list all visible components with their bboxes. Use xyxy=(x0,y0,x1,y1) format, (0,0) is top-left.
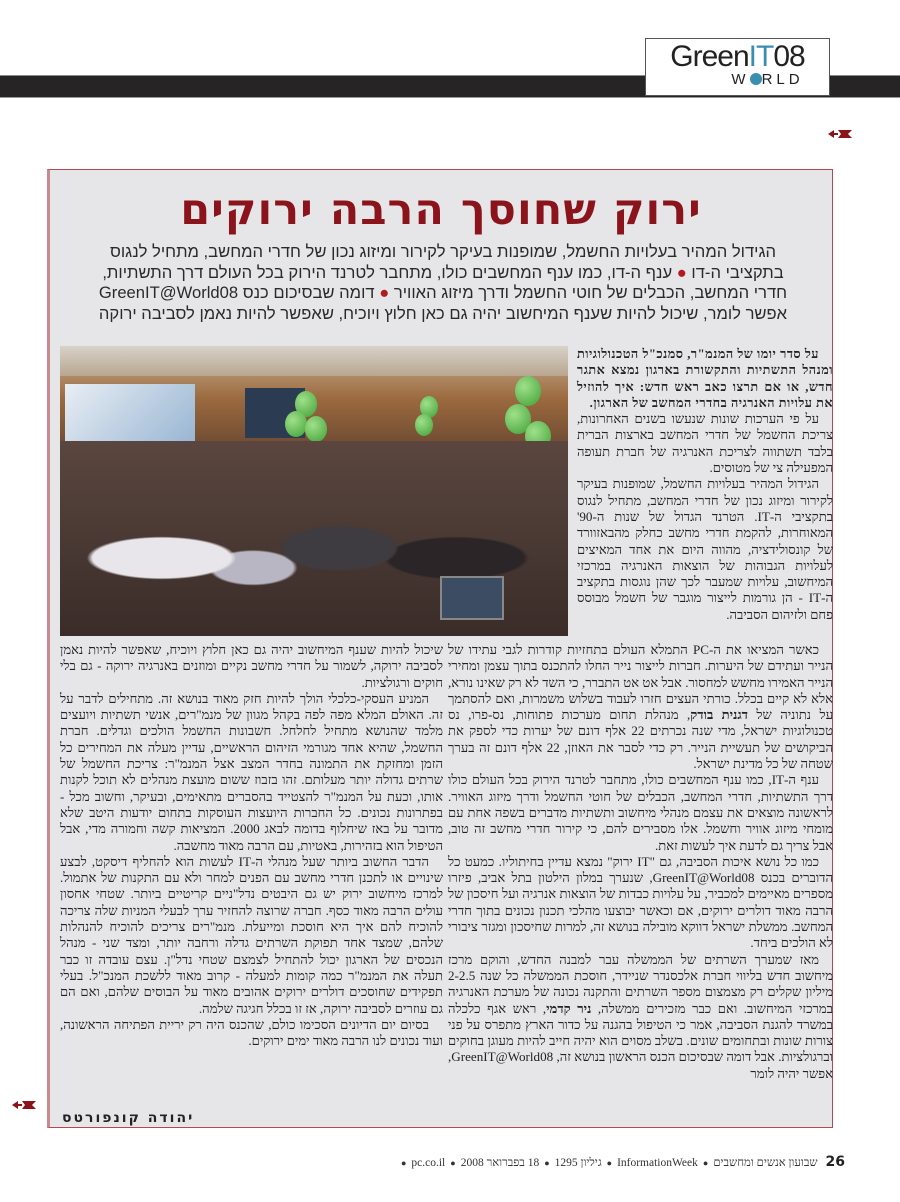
logo-text-green: Green xyxy=(670,40,749,73)
page-number: 26 xyxy=(825,1154,845,1170)
article-subtitle xyxy=(58,242,828,324)
article-column-left xyxy=(60,642,443,1049)
body-paragraph: הגידול המהיר בעלויות החשמל, שמופנות בעיקר לקירור ומיזוג נכון של חדרי המחשב, מתחיל לנגוס בתקציבי ה-IT. הטרנד הגדול של שנות ה-90' המאוחרות, להקמת חדרי מחשב כחלק מהבאזוורד של קונסולידציה, מהווה היום את אחד המאיצים לעלויות הגבוהות של הוצאות האנרגיה במרכזי המיחשוב, עלויות שמעבר לכך שהן נוגסות בתקציב ה-IT - הן גורמות לייצור מוגבר של חשמל מבוסס פחם ולזיהום הסביבה. xyxy=(577,476,833,622)
separator-dot: ● xyxy=(606,1158,613,1168)
subtitle-line: הגידול המהיר בעלויות החשמל, שמופנות בעיקר לקירור ומיזוג נכון של חדרי המחשב, מתחיל לנגוס xyxy=(109,242,776,261)
logo-text-w: W xyxy=(731,71,750,88)
body-paragraph: הדבר החשוב ביותר שעל מנהלי ה-IT לעשות הוא להחליף דיסקט, לבצע שינויים או לתכנן חדרי מחשב עם הפנים למחר ולא עם התקנות של אתמול. למרכז מיחשוב ירוק יש גם היבטים נדל"ניים קריטיים ביותר. שטחי אחסון עולים הרבה מאוד כסף. חברה שרוצה להחזיר ערך לבעלי המניות שלה צריכה להוכיח להם איך היא חוסכת ומייעלת. מנמ"רים צריכים להוכיח להנהלות שלהם, שמצד אחד תפוקת השרתים גדלה ורחבה יותר, ומצד שני - מנהל הנכסים של הארגון יכול להתחיל לצמצם שטחי נדל"ן. עצם עובדה זו כבר תעלה את המנמ"ר כמה קומות למעלה - קרוב מאוד ללשכת המנכ"ל. בעלי תפקידים שחוסכים דולרים ירוקים אהובים מאוד על הבוסים שלהם, ואם הם גם עוזרים לסביבה ירוקה, אז זו בכלל חגיגה שלמה. xyxy=(60,853,443,1016)
person-name: ניר קדמי xyxy=(546,1000,592,1016)
person-name: דגנית בודק xyxy=(690,707,748,723)
issue-date: 18 בפברואר 2008 xyxy=(460,1157,540,1169)
body-paragraph: על פי הערכות שונות שנעשו בשנים האחרונות, צריכת החשמל של חדרי המחשב בארצות הברית בלבד תשתווה לצריכת האנרגיה של חברת תעופה המפעילה צי של מטוסים. xyxy=(577,411,833,476)
body-paragraph: בסיום יום הדיונים הסכימו כולם, שהכנס היה רק יריית הפתיחה הראשונה, ועוד נכונים לנו הרבה מאוד ימים ירוקים. xyxy=(60,1016,443,1049)
body-paragraph: מאז שמערך השרתים של הממשלה עבר למבנה החדש, והוקם מרכז מיחשוב חדש בליווי חברת אלכסנדר שניידר, חוסכת הממשלה כל שנה 2-2.5 מיליון שקלים רק מצמצום מספר השרתים והתקנה נכונה של מערכת האנרגיה במרכזי המיחשוב. ואם כבר מזכירים ממשלה, ניר קדמי, ראש אגף כלכלה במשרד להגנת הסביבה, אמר כי הטיפול בהגנה על כדור הארץ מתפרס על פני צורות שונות ובתחומים שונים. בשלב מסוים הוא יהיה חייב להיות מעוגן בחוקים וברגולציות. אבל דומה שבסיכום הכנס הראשון בנושא זה, GreenIT@World08, אפשר יהיה לומר xyxy=(448,951,833,1081)
subtitle-line: חדרי המחשב, הכבלים של חוטי החשמל ודרך מיזוג האוויר ● דומה שבסיכום כנס GreenIT@World08 xyxy=(98,283,788,302)
body-paragraph: המניע העסקי-כלכלי הולך להיות חזק מאוד בנושא זה. מתחילים לדבר על זה. האולם המלא מפה לפה בקהל מגוון של מנמ"רים, אנשי תשתיות ויועצים מלמד שהנושא מתחיל לחלחל. חשבונות החשמל הולכים וגדלים. חברת החשמל, שהיא אחד מגורמי הזיהום הראשיים, עדיין מעלה את המחירים כל הזמן ומחזקת את התמונה בחדר המצב אצל המנמ"ר: צריכת החשמל של שרתים גדולה יותר מעלותם. זהו בזבוז ששום מועצת מנהלים לא תוכל לקנות אותו, וכעת על המנמ"ר להצטייד בהסברים מתאימים, ובעיקר, וחשוב מכל - בפתרונות נכונים. כל החברות היועצות העוסקות בתחום יודעות היטב שלא מדובר על באז שיחלוף בדומה לבאג 2000. המציאות קשה וחמורה מדי, אבל הטיפול הוא בזהירות, באטיות, עם הרבה מאוד מחשבה. xyxy=(60,690,443,853)
greenit-world-logo xyxy=(645,38,830,96)
website-link[interactable]: pc.co.il xyxy=(411,1157,446,1169)
article-frame xyxy=(47,169,833,1128)
logo-text-08: 08 xyxy=(773,40,805,73)
article-title: ירוק שחוסך הרבה ירוקים xyxy=(180,185,702,235)
separator-dot: ● xyxy=(702,1158,709,1168)
body-paragraph: שיכול להיות שענף המיחשוב יהיה גם כאן חלוץ ויוכיח, שאפשר להיות נאמן לסביבה ירוקה, לשמור על חדרי מחשב נקיים ומוזנים באנרגיה ירוקה - גם בלי חוקים ורגולציות. xyxy=(60,642,443,690)
article-column-right-top xyxy=(577,346,833,623)
body-paragraph: כאשר המציאו את ה-PC התמלא העולם בתחזיות קודרות לגבי עתידו של הנייר ועתידם של היערות. חברות לייצור נייר החלו להתכנס בתוך עצמן ומחירי הנייר האמירו מחשש למחסור. אבל אט אט התברר, כי השד לא רק שאינו נורא, אלא לא קיים בכלל. כורתי העצים חזרו לעבוד בשלוש משמרות, ואם להסתמך על נתוניה של דגנית בודק, מנהלת תחום מערכות פתוחות, נס-פרו, נס טכנולוגיות ישראל, מדי שנה נכרתים 22 אלף דונם של יערות כדי לספק את הביקושים של תעשיית הנייר. רק כדי לסבר את האוזן, 22 אלף דונם זה בערך שטחה של כל מדינת ישראל. xyxy=(448,642,833,772)
bullet-icon: ● xyxy=(379,283,390,302)
brand-name: InformationWeek xyxy=(617,1157,698,1169)
logo-text-rld: RLD xyxy=(761,71,804,88)
arrow-left-icon xyxy=(12,1099,36,1111)
separator-dot: ● xyxy=(400,1158,407,1168)
subtitle-line: בתקציבי ה-דו ● ענף ה-דו, כמו ענף המחשבים כולו, מתחבר לטרנד הירוק בכל העולם דרך התשתיות, xyxy=(102,262,784,282)
globe-icon xyxy=(750,73,762,85)
body-paragraph: ענף ה-IT, כמו ענף המחשבים כולו, מתחבר לטרנד הירוק בכל העולם כולו דרך התשתיות, חדרי המחשב, הכבלים של חוטי החשמל ודרך מיזוג האוויר. לראשונה מוצאים את עצמם מנהלי מיחשוב ותשתיות מדברים בשפה אחת עם מומחי מיזוג אוויר וחשמל. אלו מסבירים להם, כי קירור חדרי מחשב זה טוב, אבל צריך גם לדעת איך לעשות זאת. xyxy=(448,772,833,853)
conference-crowd-photo xyxy=(60,346,568,636)
body-paragraph: כמו כל נושא איכות הסביבה, גם "IT ירוק" נמצא עדיין בחיתוליו. כמעט כל הדוברים בכנס GreenIT@World08, שנערך במלון הילטון בתל אביב, פיזרו מספרים מאיימים למכביר, על עלויות כבדות של הוצאות אנרגיה ועל חיסכון של הרבה מאוד דולרים ירוקים, אם וכאשר יבוצעו מהלכי תכנון נכונים בתוך חדרי המחשב. ממשלת ישראל דווקא מובילה בנושא זה, למרות שחיסכון ומגזר ציבורי לא הולכים ביחד. xyxy=(448,853,833,951)
separator-dot: ● xyxy=(544,1158,550,1168)
bullet-icon: ● xyxy=(676,262,687,282)
page-footer xyxy=(390,1154,845,1170)
logo-text-it: IT xyxy=(748,40,774,73)
article-column-right-bottom xyxy=(448,642,833,1082)
byline-wrapper xyxy=(62,1110,447,1134)
author-byline: יהודה קונפורטס xyxy=(62,1110,195,1126)
lead-paragraph: על סדר יומו של המנמ"ר, סמנכ"ל הטכנולוגיות ומנהל התשתיות והתקשורת בארגון נמצא אתגר חדש, או אם תרצו כאב ראש חדש: איך להוזיל את עלויות האנרגיה בחדרי המחשב של הארגון. xyxy=(577,347,833,410)
separator-dot: ● xyxy=(450,1158,456,1168)
publication-name: שבועון אנשים ומחשבים xyxy=(713,1157,818,1169)
arrow-left-icon xyxy=(828,128,852,140)
issue-number: גיליון 1295 xyxy=(554,1157,602,1169)
subtitle-line: אפשר לומר, שיכול להיות שענף המיחשוב יהיה גם כאן חלוץ ויוכיח, שאפשר להיות נאמן לסביבה ירוקה xyxy=(98,303,788,323)
